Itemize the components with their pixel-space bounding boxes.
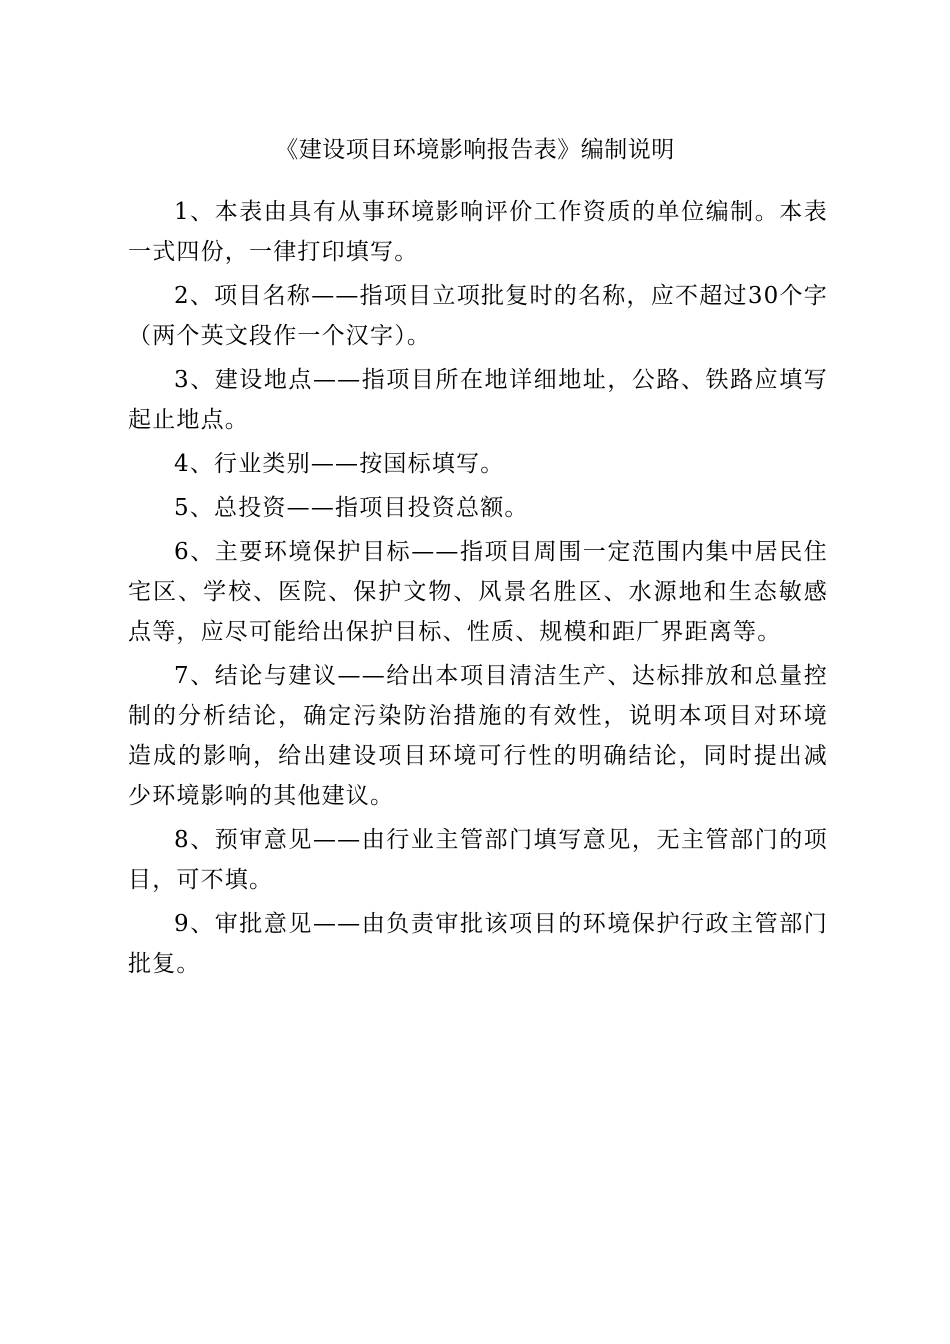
instruction-item-4: 4、行业类别——按国标填写。 [174,451,505,477]
instruction-item-8: 8、预审意见——由行业主管部门填写意见，无主管部门的项目，可不填。 [128,827,828,893]
instruction-item-7: 7、结论与建议——给出本项目清洁生产、达标排放和总量控制的分析结论，确定污染防治措施的有效性，说明本项目对环境造成的影响，给出建设项目环境可行性的明确结论，同时提出减少环境影响的其他建议。 [128,663,828,809]
document-title: 《建设项目环境影响报告表》编制说明 [275,137,675,163]
instruction-item-5: 5、总投资——指项目投资总额。 [174,495,529,521]
instruction-item-9: 9、审批意见——由负责审批该项目的环境保护行政主管部门批复。 [128,911,828,977]
instruction-list [128,192,828,988]
instruction-item-3: 3、建设地点——指项目所在地详细地址，公路、铁路应填写起止地点。 [128,367,828,433]
instruction-item-1: 1、本表由具有从事环境影响评价工作资质的单位编制。本表一式四份，一律打印填写。 [128,199,828,265]
instruction-item-6: 6、主要环境保护目标——指项目周围一定范围内集中居民住宅区、学校、医院、保护文物、风景名胜区、水源地和生态敏感点等，应尽可能给出保护目标、性质、规模和距厂界距离等。 [128,539,828,645]
instruction-item-2: 2、项目名称——指项目立项批复时的名称，应不超过30个字（两个英文段作一个汉字）。 [128,283,828,349]
